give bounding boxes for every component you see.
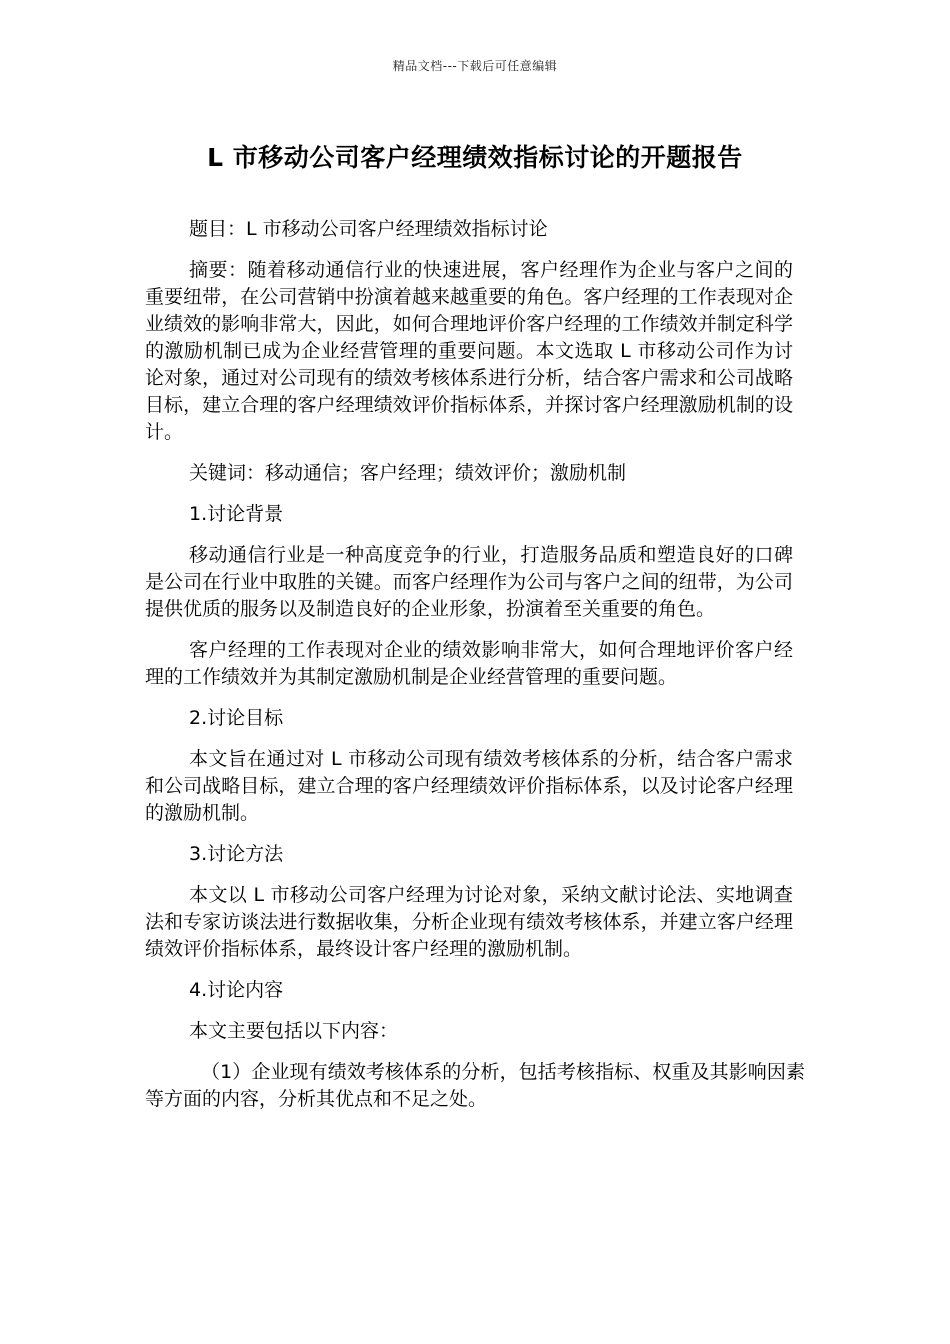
content-list-item: （1）企业现有绩效考核体系的分析，包括考核指标、权重及其影响因素等方面的内容，分析其优点和不足之处。 [145, 1061, 805, 1110]
document-title: L 市移动公司客户经理绩效指标讨论的开题报告 [207, 143, 743, 172]
document-body [145, 216, 805, 1127]
goal-paragraph: 本文旨在通过对 L 市移动公司现有绩效考核体系的分析，结合客户需求和公司战略目标，建立合理的客户经理绩效评价指标体系，以及讨论客户经理的激励机制。 [145, 748, 793, 824]
header-note: 精品文档---下载后可任意编辑 [392, 59, 558, 73]
abstract-paragraph: 摘要：随着移动通信行业的快速进展，客户经理作为企业与客户之间的重要纽带，在公司营销中扮演着越来越重要的角色。客户经理的工作表现对企业绩效的影响非常大，因此，如何合理地评价客户经理的工作绩效并制定科学的激励机制已成为企业经营管理的重要问题。本文选取 L 市移动公司作为讨论对象，通过对公司现有的绩效考核体系进行分析，结合客户需求和公司战略目标，建立合理的客户经理绩效评价指标体系，并探讨客户经理激励机制的设计。 [145, 259, 793, 443]
topic-line: 题目：L 市移动公司客户经理绩效指标讨论 [189, 218, 548, 240]
background-paragraph-1: 移动通信行业是一种高度竞争的行业，打造服务品质和塑造良好的口碑是公司在行业中取胜的关键。而客户经理作为公司与客户之间的纽带，为公司提供优质的服务以及制造良好的企业形象，扮演着至关重要的角色。 [145, 544, 793, 620]
section-heading-goal: 2.讨论目标 [189, 707, 284, 729]
section-heading-method: 3.讨论方法 [189, 843, 284, 865]
section-heading-content: 4.讨论内容 [189, 979, 284, 1001]
keywords-line: 关键词：移动通信；客户经理；绩效评价；激励机制 [189, 462, 627, 484]
background-paragraph-2: 客户经理的工作表现对企业的绩效影响非常大，如何合理地评价客户经理的工作绩效并为其制定激励机制是企业经营管理的重要问题。 [145, 639, 793, 688]
method-paragraph: 本文以 L 市移动公司客户经理为讨论对象，采纳文献讨论法、实地调查法和专家访谈法进行数据收集，分析企业现有绩效考核体系，并建立客户经理绩效评价指标体系，最终设计客户经理的激励机制。 [145, 884, 793, 960]
content-intro: 本文主要包括以下内容： [189, 1020, 399, 1042]
section-heading-background: 1.讨论背景 [189, 503, 284, 525]
